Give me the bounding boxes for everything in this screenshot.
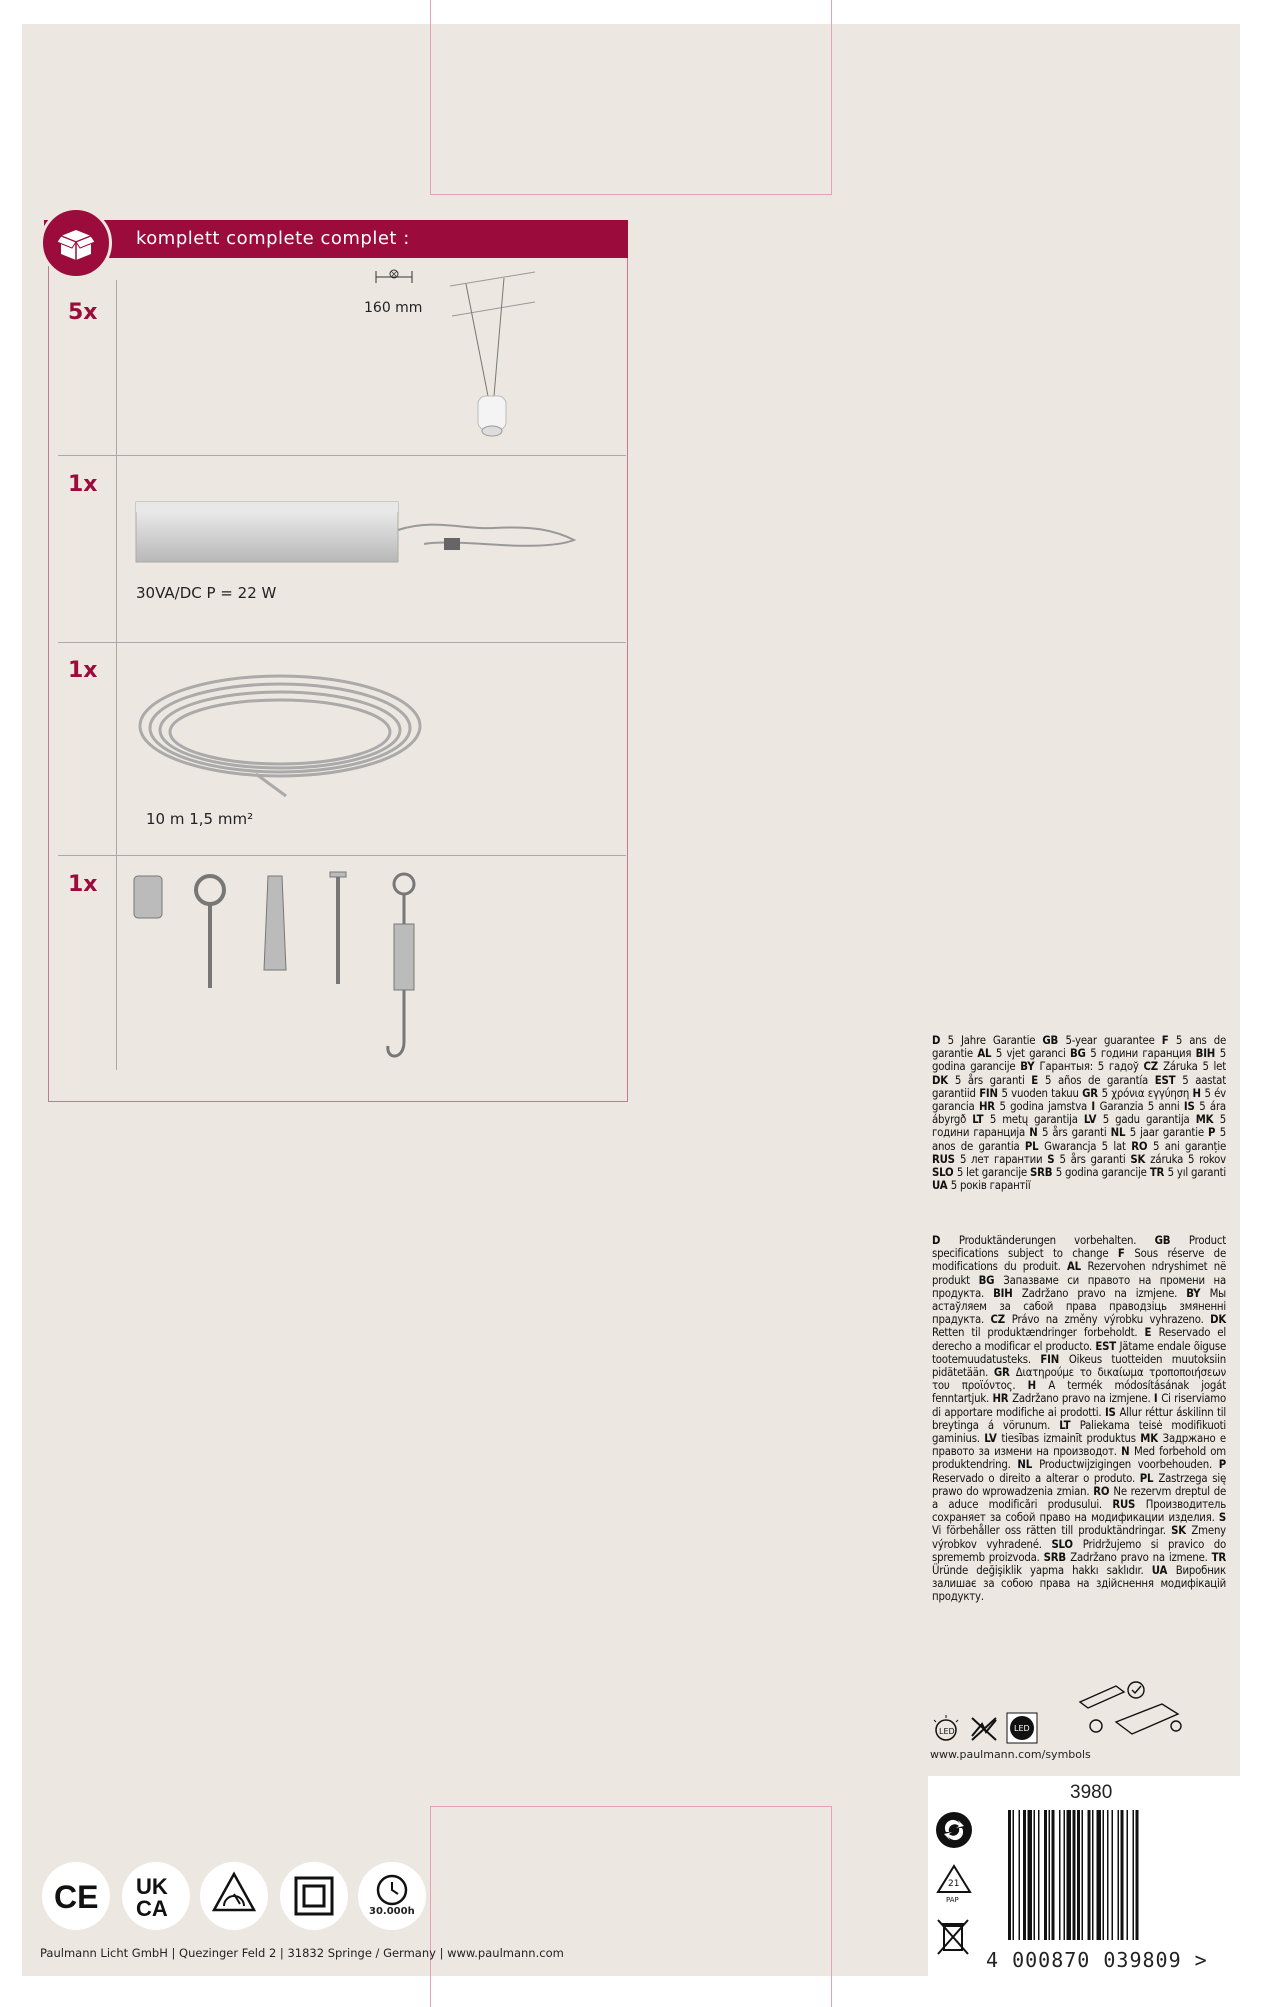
barcode-bar xyxy=(1082,1810,1084,1940)
language-text: A termék módosításának jogát fenntartjuk. xyxy=(932,1379,1226,1406)
language-text: Zadržano pravo na izmjene. xyxy=(1021,1286,1187,1300)
language-text: 5 godina garancije xyxy=(932,1047,1226,1074)
barcode-bar xyxy=(1136,1810,1139,1940)
language-text: 5 jaar garantie xyxy=(1129,1126,1209,1140)
barcode-bar xyxy=(1044,1810,1047,1940)
language-code: UA xyxy=(932,1179,951,1193)
item-qty: 1x xyxy=(68,872,98,897)
language-code: DK xyxy=(1210,1313,1227,1327)
language-text: 5 godina jamstva xyxy=(999,1100,1092,1114)
language-code: HR xyxy=(992,1392,1013,1406)
dimension-icon xyxy=(374,268,414,291)
language-text: Zadržano pravo na izmjene. xyxy=(1012,1392,1154,1406)
language-code: F xyxy=(1161,1034,1176,1047)
language-text: Jätame endale õiguse tootemuudatusteks. xyxy=(932,1339,1227,1366)
language-code: H xyxy=(1027,1379,1049,1393)
language-text: Allur réttur áskilinn til breytinga á vörunum. xyxy=(932,1405,1226,1432)
language-text: 5 év garancia xyxy=(932,1086,1226,1114)
language-text: 5 години гаранция xyxy=(1090,1047,1196,1061)
led-icon xyxy=(1006,1712,1038,1749)
language-code: LT xyxy=(972,1113,990,1127)
language-text: Zastrzega się prawo do wprowadzenia zmian. xyxy=(932,1471,1226,1498)
barcode-bar xyxy=(1028,1810,1033,1940)
language-code: DK xyxy=(932,1073,955,1087)
svg-text:LED: LED xyxy=(939,1727,955,1736)
language-code: SLO xyxy=(932,1166,957,1180)
barcode-bar xyxy=(1121,1810,1124,1940)
language-code: LV xyxy=(1083,1113,1103,1127)
language-text: Reservado o direito a alterar o produto. xyxy=(932,1471,1140,1485)
barcode-bar xyxy=(1023,1810,1026,1940)
barcode-bar xyxy=(1034,1810,1036,1940)
language-code: H xyxy=(1192,1086,1205,1100)
svg-text:CE: CE xyxy=(54,1879,99,1915)
item-qty: 5x xyxy=(68,300,98,325)
language-code: IS xyxy=(1183,1100,1200,1114)
barcode-bar xyxy=(1067,1810,1072,1940)
language-code: BY xyxy=(1020,1060,1040,1074)
language-code: HR xyxy=(978,1100,1000,1114)
barcode-bar xyxy=(1107,1810,1109,1940)
language-text: Vi förbehåller oss rätten till produktändringar. xyxy=(932,1524,1172,1538)
fold-line-top xyxy=(430,0,832,195)
language-code: MK xyxy=(1140,1432,1163,1446)
language-code: FIN xyxy=(1040,1352,1069,1366)
barcode-bar xyxy=(1052,1810,1055,1940)
language-text: Gwarancja 5 lat xyxy=(1044,1139,1132,1153)
ce-mark-icon xyxy=(42,1862,110,1930)
language-text: Ci riserviamo di apportare modifiche ai prodotti. xyxy=(932,1392,1227,1419)
language-text: Productwijzigingen voorbehouden. xyxy=(1039,1458,1219,1472)
fold-line-bottom xyxy=(430,1806,832,2007)
cable-coil-image xyxy=(136,670,426,805)
barcode-bar xyxy=(1059,1810,1061,1940)
language-text: Üründe değişiklik yapma hakkı saklıdır. xyxy=(932,1564,1152,1578)
contents-heading: komplett complete complet : xyxy=(136,228,410,249)
item-caption: 10 m 1,5 mm² xyxy=(146,810,254,828)
item-caption: 30VA/DC P = 22 W xyxy=(136,584,277,602)
row-divider xyxy=(58,455,626,456)
svg-text:CA: CA xyxy=(136,1896,168,1921)
weee-bin-icon xyxy=(936,1916,972,1963)
language-code: SRB xyxy=(1043,1550,1071,1564)
language-text: 5 godina garancije xyxy=(1055,1166,1150,1180)
symbols-url: www.paulmann.com/symbols xyxy=(930,1748,1091,1761)
language-text: tiesības izmainīt produktus xyxy=(1001,1432,1141,1446)
barcode-bar xyxy=(1049,1810,1051,1940)
barcode-bar xyxy=(1008,1810,1011,1940)
language-text: 5 anos de garantia xyxy=(932,1126,1226,1153)
language-code: D xyxy=(932,1234,959,1247)
ukca-mark-icon xyxy=(122,1862,190,1930)
footer-address: Paulmann Licht GmbH | Quezinger Feld 2 | 31832 Springe / Germany | www.paulmann.com xyxy=(40,1946,564,1960)
language-code: E xyxy=(1144,1326,1159,1340)
item-caption: 160 mm xyxy=(364,300,423,316)
language-text: 5 års garanti xyxy=(954,1073,1032,1087)
box-icon xyxy=(40,207,112,279)
guarantee-text xyxy=(932,1034,1226,1192)
language-code: AL xyxy=(1066,1260,1088,1274)
language-text: Διατηρούμε το δικαίωμα τροποποιήσεων του προϊόντος. xyxy=(932,1366,1226,1393)
barcode xyxy=(1008,1810,1214,1951)
recycling-icon xyxy=(934,1810,974,1855)
item-qty: 1x xyxy=(68,472,98,497)
row-divider xyxy=(58,642,626,643)
product-change-text xyxy=(932,1234,1226,1604)
language-text: 5 års garanti xyxy=(1041,1126,1111,1140)
language-code: TR xyxy=(1211,1550,1226,1564)
language-code: LT xyxy=(1059,1418,1080,1432)
barcode-bar xyxy=(1077,1810,1080,1940)
barcode-bar xyxy=(1097,1810,1102,1940)
protection-class-2-icon xyxy=(280,1862,348,1930)
barcode-bar xyxy=(1064,1810,1066,1940)
language-text: Med forbehold om produktendring. xyxy=(932,1445,1226,1472)
language-code: MK xyxy=(1195,1113,1220,1127)
language-code: E xyxy=(1031,1073,1046,1087)
language-text: Paliekama teisė modifikuoti gaminius. xyxy=(932,1418,1226,1446)
barcode-bar xyxy=(1127,1810,1129,1940)
language-text: Виробник залишає за собою права на здійснення модифікацій продукту. xyxy=(932,1564,1226,1604)
item-qty: 1x xyxy=(68,658,98,683)
language-text: Product specifications subject to change xyxy=(932,1234,1227,1261)
language-text: Производитель сохраняет за собой право на модификации изделия. xyxy=(932,1498,1226,1525)
language-code: BG xyxy=(978,1273,1004,1287)
language-text: 5 ára ábyrgð xyxy=(932,1100,1226,1127)
language-code: S xyxy=(1047,1152,1060,1166)
language-code: SLO xyxy=(1051,1537,1083,1551)
language-text: Právo na změny výrobku vyhrazeno. xyxy=(1011,1313,1211,1327)
language-text: Rezervohen ndryshimet në produkt xyxy=(932,1260,1226,1287)
language-text: 5 ans de garantie xyxy=(932,1034,1226,1061)
barcode-bar xyxy=(1073,1810,1076,1940)
barcode-bar xyxy=(1103,1810,1105,1940)
language-text: Retten til produktændringer forbeholdt. xyxy=(932,1326,1145,1340)
barcode-digits: 4 000870 039809 > xyxy=(986,1948,1208,1972)
language-text: 5 χρόνια εγγύηση xyxy=(1101,1086,1193,1100)
language-text: 5 лет гарантии xyxy=(959,1152,1048,1166)
transformer-image xyxy=(134,500,584,575)
language-text: Мы астаўляем за сабой права праводзіць змяненні прадукта. xyxy=(932,1286,1227,1327)
language-text: Zmeny výrobkov vyhradené. xyxy=(932,1524,1226,1551)
language-code: FIN xyxy=(979,1086,1002,1100)
mounting-hardware-image xyxy=(130,870,460,1075)
language-code: D xyxy=(932,1034,948,1047)
language-code: CZ xyxy=(1143,1060,1164,1074)
language-code: TR xyxy=(1149,1166,1168,1180)
language-code: I xyxy=(1153,1392,1162,1406)
language-code: RUS xyxy=(1112,1498,1146,1512)
language-text: Záruka 5 let xyxy=(1163,1060,1227,1074)
article-number: 3980 xyxy=(1070,1782,1113,1803)
language-text: 5 gadu garantija xyxy=(1102,1113,1196,1127)
language-text: 5 години гаранција xyxy=(932,1113,1226,1140)
language-text: 5 vuoden takuu xyxy=(1001,1086,1083,1100)
barcode-bar xyxy=(1092,1810,1094,1940)
language-code: RUS xyxy=(932,1152,960,1166)
language-code: GB xyxy=(1042,1034,1066,1047)
language-text: záruka 5 rokov xyxy=(1150,1152,1226,1166)
language-code: RO xyxy=(1131,1139,1154,1153)
language-text: Sous réserve de modifications du produit. xyxy=(932,1247,1226,1274)
language-text: Ne rezervm dreptul de a aduce modificări produsului. xyxy=(932,1484,1227,1512)
language-code: GR xyxy=(1082,1086,1102,1100)
language-code: EST xyxy=(1095,1339,1120,1353)
barcode-bar xyxy=(1019,1810,1021,1940)
lifetime-clock-icon xyxy=(358,1862,426,1930)
language-text: 5 let garancije xyxy=(956,1166,1030,1180)
language-text: 5 aastat garantiid xyxy=(932,1073,1226,1100)
no-halogen-icon xyxy=(968,1714,1000,1749)
lamp-symbol-icon xyxy=(200,1862,268,1930)
language-code: BIH xyxy=(1195,1047,1220,1061)
language-code: NL xyxy=(1017,1458,1040,1472)
language-code: N xyxy=(1029,1126,1042,1140)
language-code: UA xyxy=(1151,1564,1176,1578)
language-code: SRB xyxy=(1030,1166,1056,1180)
language-text: Pridržujemo si pravico do sprememb proizvoda. xyxy=(932,1537,1226,1564)
language-code: S xyxy=(1218,1511,1226,1525)
language-text: 5 años de garantía xyxy=(1045,1073,1155,1087)
language-code: LV xyxy=(984,1432,1002,1446)
language-text: 5 vjet garanci xyxy=(995,1047,1070,1061)
language-text: Гарантыя: 5 гадоў xyxy=(1039,1060,1144,1074)
svg-text:PAP: PAP xyxy=(946,1896,959,1904)
language-code: GR xyxy=(993,1366,1016,1380)
language-text: Задржано е правото за измени на производот. xyxy=(932,1432,1226,1459)
language-text: Garanzia 5 anni xyxy=(1099,1100,1184,1114)
language-code: NL xyxy=(1110,1126,1130,1140)
led-lifetime-icon xyxy=(930,1714,962,1749)
cable-spotlight-image xyxy=(440,266,540,451)
language-code: PL xyxy=(1024,1139,1045,1153)
language-text: 5 metų garantija xyxy=(989,1113,1084,1127)
language-text: 5 років гарантії xyxy=(950,1179,1031,1193)
svg-text:LED: LED xyxy=(1014,1724,1030,1733)
language-code: SK xyxy=(1171,1524,1192,1538)
language-code: P xyxy=(1218,1458,1226,1472)
language-code: I xyxy=(1091,1100,1100,1114)
language-code: CZ xyxy=(990,1313,1012,1327)
language-code: N xyxy=(1121,1445,1135,1459)
language-text: 5-year guarantee xyxy=(1065,1034,1162,1047)
language-text: 5 ani garanție xyxy=(1153,1139,1226,1153)
barcode-bar xyxy=(1013,1810,1015,1940)
barcode-bar xyxy=(1112,1810,1114,1940)
contents-banner xyxy=(44,220,628,258)
language-text: Oikeus tuotteiden muutoksiin pidätetään. xyxy=(932,1352,1227,1380)
language-text: Reservado el derecho a modificar el producto. xyxy=(932,1326,1226,1353)
language-text: 5 yıl garanti xyxy=(1167,1166,1226,1180)
language-code: BIH xyxy=(993,1286,1022,1300)
barcode-bar xyxy=(1118,1810,1120,1940)
language-code: F xyxy=(1117,1247,1135,1261)
language-code: PL xyxy=(1139,1471,1159,1485)
language-code: AL xyxy=(977,1047,996,1061)
language-code: RO xyxy=(1093,1484,1114,1498)
language-code: SK xyxy=(1130,1152,1151,1166)
row-divider xyxy=(58,855,626,856)
lifetime-label: 30.000h xyxy=(369,1906,415,1917)
barcode-bar xyxy=(1133,1810,1135,1940)
svg-text:21: 21 xyxy=(948,1879,960,1889)
language-text: Запазваме си правото на промени на продукта. xyxy=(932,1273,1226,1300)
contents-divider xyxy=(116,280,117,1070)
language-code: BG xyxy=(1069,1047,1091,1061)
language-text: Produktänderungen vorbehalten. xyxy=(958,1234,1155,1247)
language-code: EST xyxy=(1154,1073,1183,1087)
svg-text:UK: UK xyxy=(136,1874,168,1899)
language-code: IS xyxy=(1104,1405,1120,1419)
barcode-bar xyxy=(1038,1810,1040,1940)
cable-connector-icon xyxy=(1076,1680,1186,1749)
language-text: Zadržano pravo na izmene. xyxy=(1070,1550,1212,1564)
language-code: P xyxy=(1208,1126,1220,1140)
language-code: BY xyxy=(1186,1286,1210,1300)
language-text: 5 års garanti xyxy=(1059,1152,1131,1166)
pap-recycling-icon xyxy=(934,1862,974,1911)
language-text: 5 Jahre Garantie xyxy=(947,1034,1043,1047)
barcode-bar xyxy=(1088,1810,1091,1940)
language-code: GB xyxy=(1154,1234,1189,1247)
